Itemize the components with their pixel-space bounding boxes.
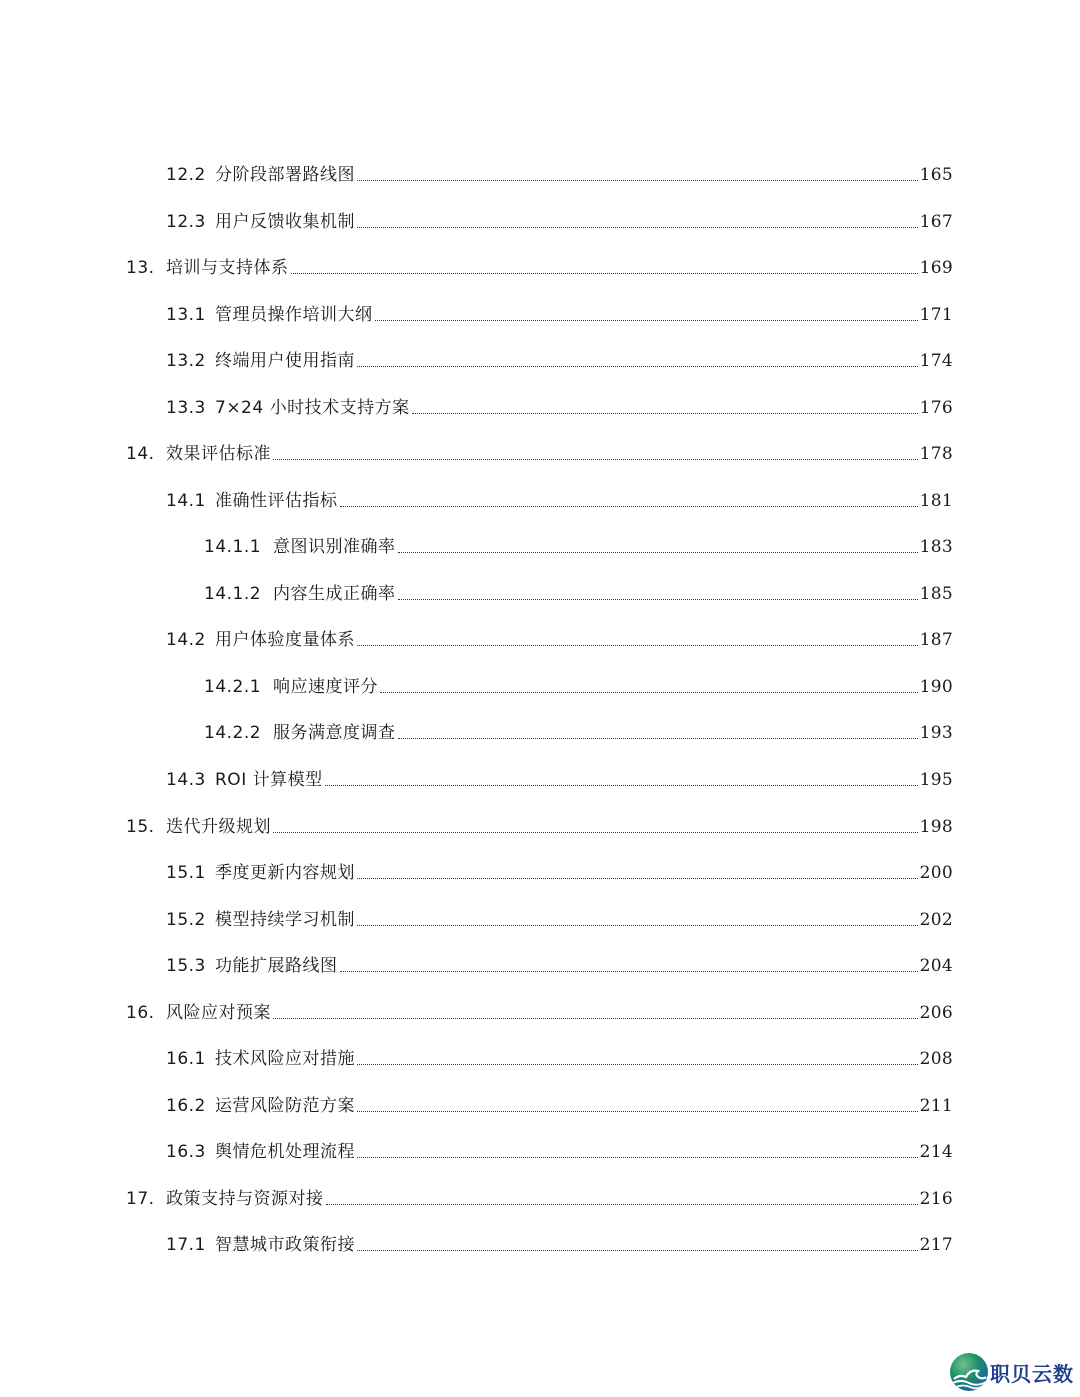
toc-entry-page: 181 [919, 491, 953, 511]
toc-entry-page: 174 [919, 351, 953, 371]
toc-entry-page: 195 [919, 770, 953, 790]
toc-entry-number: 15.3 [166, 956, 206, 976]
toc-entry-page: 216 [919, 1189, 953, 1209]
toc-entry[interactable] [166, 482, 953, 512]
toc-entry-page: 187 [919, 630, 953, 650]
toc-entry-number: 14.2.1 [204, 677, 262, 697]
toc-entry-number: 14.1.1 [204, 537, 262, 557]
toc-entry[interactable] [166, 296, 953, 326]
toc-entry-page: 202 [919, 910, 953, 930]
toc-entry-title: 模型持续学习机制 [215, 910, 355, 930]
toc-entry-page: 206 [919, 1003, 953, 1023]
toc-entry[interactable] [126, 249, 953, 279]
toc-entry-title: 智慧城市政策衔接 [215, 1235, 355, 1255]
toc-entry-title: 7×24 小时技术支持方案 [215, 398, 410, 418]
toc-entry[interactable] [166, 1040, 953, 1070]
toc-entry-number: 14. [126, 444, 155, 464]
toc-entry-number: 16.3 [166, 1142, 206, 1162]
toc-entry-title: 迭代升级规划 [166, 817, 271, 837]
dot-leader [273, 1017, 918, 1019]
toc-entry[interactable] [204, 575, 953, 605]
toc-entry-number: 16. [126, 1003, 155, 1023]
toc-entry-page: 183 [919, 537, 953, 557]
dot-leader [357, 924, 918, 926]
toc-entry[interactable] [166, 1087, 953, 1117]
toc-entry-page: 200 [919, 863, 953, 883]
toc-entry-number: 14.1 [166, 491, 206, 511]
brand-name: 职贝云数 [990, 1361, 1074, 1386]
dot-leader [357, 644, 918, 646]
toc-entry[interactable] [166, 203, 953, 233]
toc-entry-title: 效果评估标准 [166, 444, 271, 464]
dot-leader [357, 877, 918, 879]
toc-entry-page: 211 [919, 1096, 953, 1116]
dot-leader [380, 691, 918, 693]
toc-entry-title: 分阶段部署路线图 [215, 165, 355, 185]
toc-entry-title: 管理员操作培训大纲 [215, 305, 373, 325]
toc-entry-title: 风险应对预案 [166, 1003, 271, 1023]
toc-entry-number: 13.1 [166, 305, 206, 325]
toc-entry[interactable] [166, 947, 953, 977]
toc-entry-page: 204 [919, 956, 953, 976]
brand-watermark [950, 1352, 1074, 1392]
toc-entry-number: 17.1 [166, 1235, 206, 1255]
toc-entry-title: 用户反馈收集机制 [215, 212, 355, 232]
dot-leader [398, 598, 918, 600]
dot-leader [412, 412, 918, 414]
toc-entry-page: 185 [919, 584, 953, 604]
toc-entry-page: 217 [919, 1235, 953, 1255]
toc-entry-page: 167 [919, 212, 953, 232]
toc-entry-page: 178 [919, 444, 953, 464]
toc-entry-number: 12.2 [166, 165, 206, 185]
toc-entry[interactable] [126, 435, 953, 465]
toc-entry-number: 13.3 [166, 398, 206, 418]
toc-entry-number: 15.1 [166, 863, 206, 883]
toc-entry-number: 14.2.2 [204, 723, 262, 743]
dot-leader [357, 226, 918, 228]
toc-entry[interactable] [166, 761, 953, 791]
toc-entry[interactable] [204, 714, 953, 744]
dot-leader [357, 1156, 918, 1158]
toc-entry-page: 171 [919, 305, 953, 325]
toc-entry-page: 214 [919, 1142, 953, 1162]
toc-entry-title: 运营风险防范方案 [215, 1096, 355, 1116]
toc-entry-number: 13.2 [166, 351, 206, 371]
toc-entry[interactable] [126, 1180, 953, 1210]
toc-entry-page: 198 [919, 817, 953, 837]
toc-entry-number: 16.1 [166, 1049, 206, 1069]
dot-leader [273, 458, 918, 460]
toc-entry-number: 12.3 [166, 212, 206, 232]
toc-entry[interactable] [204, 668, 953, 698]
dot-leader [398, 737, 918, 739]
toc-entry-title: ROI 计算模型 [215, 770, 323, 790]
toc-entry-page: 208 [919, 1049, 953, 1069]
toc-entry-title: 功能扩展路线图 [215, 956, 338, 976]
toc-entry-page: 165 [919, 165, 953, 185]
toc-entry-title: 服务满意度调查 [273, 723, 396, 743]
dot-leader [291, 272, 918, 274]
toc-entry-title: 内容生成正确率 [273, 584, 396, 604]
dot-leader [357, 365, 918, 367]
toc-entry-title: 用户体验度量体系 [215, 630, 355, 650]
toc-entry-number: 13. [126, 258, 155, 278]
toc-entry-number: 15. [126, 817, 155, 837]
toc-entry-number: 16.2 [166, 1096, 206, 1116]
dot-leader [340, 970, 918, 972]
toc-entry-page: 193 [919, 723, 953, 743]
dot-leader [340, 505, 918, 507]
toc-entry-title: 季度更新内容规划 [215, 863, 355, 883]
toc-entry[interactable] [166, 389, 953, 419]
dot-leader [398, 551, 918, 553]
toc-entry-title: 政策支持与资源对接 [166, 1189, 324, 1209]
toc-entry-title: 响应速度评分 [273, 677, 378, 697]
toc-entry-title: 终端用户使用指南 [215, 351, 355, 371]
toc-entry[interactable] [166, 621, 953, 651]
dot-leader [375, 319, 918, 321]
toc-entry-page: 176 [919, 398, 953, 418]
dot-leader [325, 784, 918, 786]
toc-entry[interactable] [126, 994, 953, 1024]
toc-entry-number: 14.2 [166, 630, 206, 650]
toc-entry-page: 190 [919, 677, 953, 697]
toc-entry-number: 14.1.2 [204, 584, 262, 604]
dot-leader [357, 179, 918, 181]
dot-leader [326, 1203, 918, 1205]
dot-leader [357, 1110, 918, 1112]
toc-entry[interactable] [204, 528, 953, 558]
toc-entry[interactable] [166, 901, 953, 931]
toc-entry[interactable] [166, 156, 953, 186]
dot-leader [357, 1249, 918, 1251]
toc-entry[interactable] [166, 1226, 953, 1256]
toc-entry-title: 舆情危机处理流程 [215, 1142, 355, 1162]
toc-entry[interactable] [166, 1133, 953, 1163]
dot-leader [273, 831, 918, 833]
toc-entry-title: 培训与支持体系 [166, 258, 289, 278]
toc-entry[interactable] [166, 342, 953, 372]
toc-entry[interactable] [126, 808, 953, 838]
toc-entry-title: 意图识别准确率 [273, 537, 396, 557]
toc-entry-title: 技术风险应对措施 [215, 1049, 355, 1069]
toc-entry-page: 169 [919, 258, 953, 278]
wave-globe-logo-icon [950, 1353, 988, 1391]
toc-entry-number: 17. [126, 1189, 155, 1209]
toc-entry-number: 14.3 [166, 770, 206, 790]
toc-entry[interactable] [166, 854, 953, 884]
toc-entry-number: 15.2 [166, 910, 206, 930]
toc-entry-title: 准确性评估指标 [215, 491, 338, 511]
dot-leader [357, 1063, 918, 1065]
